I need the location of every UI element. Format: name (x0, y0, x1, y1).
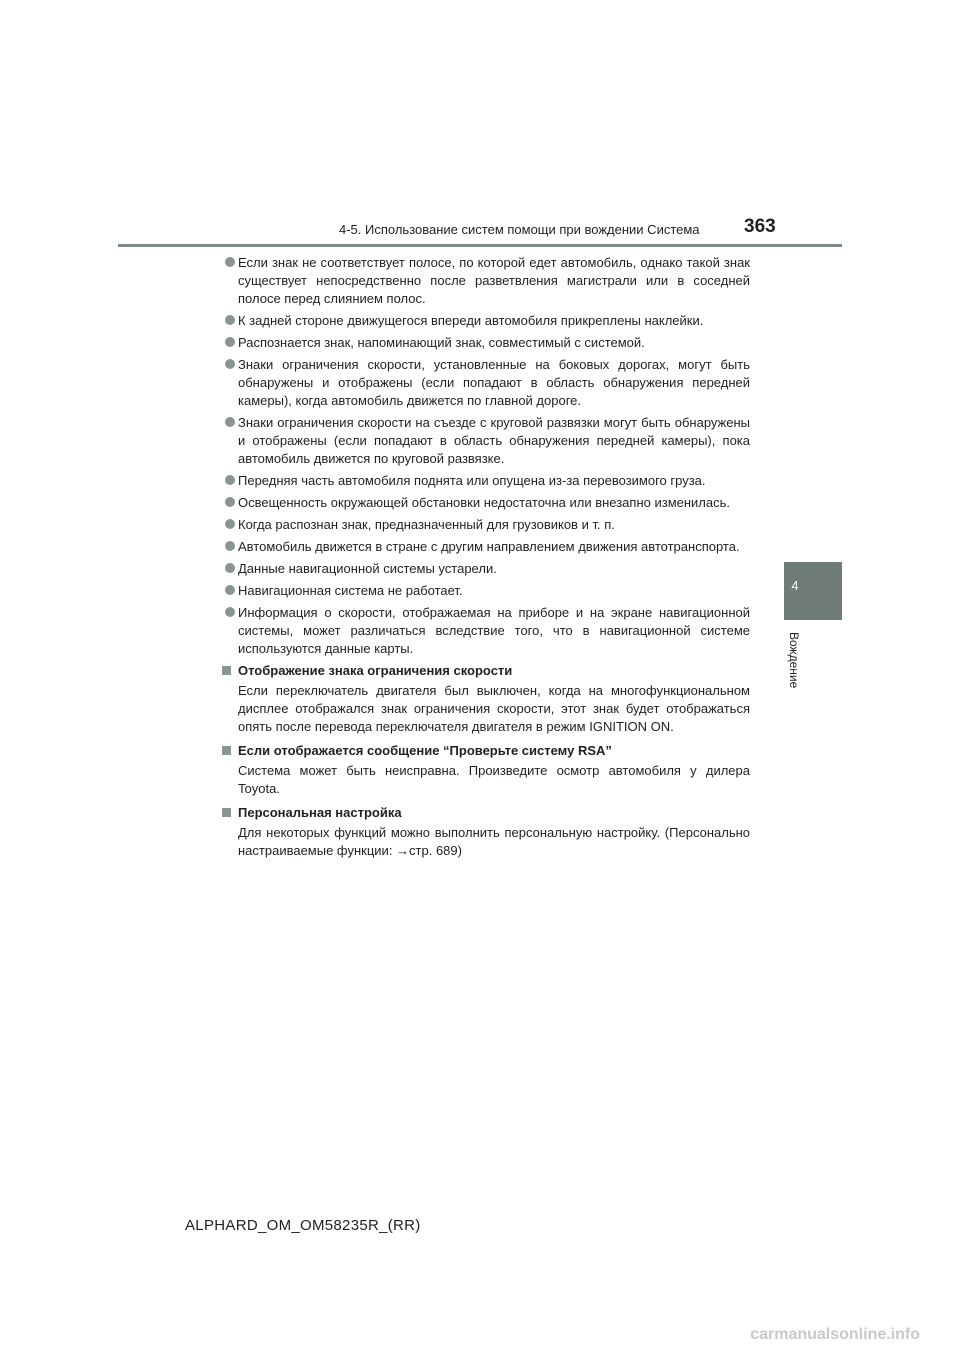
bullet-text: Когда распознан знак, предназначенный для грузовиков и т. п. (238, 517, 615, 532)
bullet-dot-icon (225, 475, 235, 485)
bullet-dot-icon (225, 519, 235, 529)
side-tab (784, 562, 842, 620)
square-bullet-icon (222, 746, 231, 755)
bullet-dot-icon (225, 541, 235, 551)
square-bullet-icon (222, 808, 231, 817)
bullet-text: Передняя часть автомобиля поднята или опущена из-за перевозимого груза. (238, 473, 706, 488)
bullet-text: Знаки ограничения скорости, установленные на боковых дорогах, могут быть обнаружены и отображены (если попадают в область обнаружения передней камеры), когда автомобиль движется по главной дороге. (238, 357, 750, 408)
watermark: carmanualsonline.info (750, 1326, 920, 1343)
footer-code: ALPHARD_OM_OM58235R_(RR) (185, 1217, 421, 1234)
bullet-dot-icon (225, 315, 235, 325)
bullet-item (222, 604, 750, 658)
bullet-item (222, 516, 750, 534)
section-personal-settings (222, 804, 750, 860)
main-content (222, 254, 750, 866)
bullet-dot-icon (225, 257, 235, 267)
bullet-text: Данные навигационной системы устарели. (238, 561, 497, 576)
bullet-text: Знаки ограничения скорости на съезде с круговой развязки могут быть обнаружены и отображены (если попадают в область обнаружения передней камеры), пока автомобиль движется по круговой развязке. (238, 415, 750, 466)
bullet-dot-icon (225, 337, 235, 347)
bullet-dot-icon (225, 607, 235, 617)
section-heading (222, 804, 750, 822)
bullet-text: Освещенность окружающей обстановки недостаточна или внезапно изменилась. (238, 495, 731, 510)
bullet-text: Навигационная система не работает. (238, 583, 463, 598)
section-heading-text: Если отображается сообщение “Проверьте систему RSA” (238, 743, 612, 758)
bullet-item (222, 414, 750, 468)
bullet-text: Если знак не соответствует полосе, по которой едет автомобиль, однако такой знак существует непосредственно после разветвления магистрали или в соседней полосе перед слиянием полос. (238, 255, 750, 306)
bullet-item (222, 356, 750, 410)
section-heading-text: Отображение знака ограничения скорости (238, 663, 513, 678)
page-number: 363 (744, 216, 776, 237)
bullet-dot-icon (225, 585, 235, 595)
bullet-item (222, 538, 750, 556)
section-body: Для некоторых функций можно выполнить персональную настройку. (Персонально настраиваемые функции: →стр. 689) (238, 825, 750, 858)
section-body: Система может быть неисправна. Произведите осмотр автомобиля у дилера Toyota. (238, 763, 750, 796)
section-speed-sign-display (222, 662, 750, 736)
section-heading (222, 742, 750, 760)
square-bullet-icon (222, 666, 231, 675)
bullet-text: Информация о скорости, отображаемая на приборе и на экране навигационной системы, может различаться вследствие того, что в навигационной системе используются данные карты. (238, 605, 750, 656)
bullet-dot-icon (225, 417, 235, 427)
bullet-text: Распознается знак, напоминающий знак, совместимый с системой. (238, 335, 645, 350)
bullet-item (222, 560, 750, 578)
bullet-text: Автомобиль движется в стране с другим направлением движения автотранспорта. (238, 539, 740, 554)
section-heading-text: Персональная настройка (238, 805, 402, 820)
bullet-item (222, 494, 750, 512)
bullet-item (222, 312, 750, 330)
bullet-item (222, 334, 750, 352)
bullet-item (222, 254, 750, 308)
section-body: Если переключатель двигателя был выключен, когда на многофункциональном дисплее отображался знак ограничения скорости, этот знак будет отображаться опять после перевода переключателя двигателя в режим IGNITION ON. (238, 683, 750, 734)
bullet-dot-icon (225, 359, 235, 369)
header-rule (118, 244, 842, 247)
side-tab-label: Вождение (787, 632, 801, 689)
header-title: 4-5. Использование систем помощи при вождении Система (339, 222, 700, 237)
side-tab-number: 4 (791, 578, 799, 593)
section-check-rsa-message (222, 742, 750, 798)
bullet-dot-icon (225, 563, 235, 573)
bullet-item (222, 582, 750, 600)
bullet-text: К задней стороне движущегося впереди автомобиля прикреплены наклейки. (238, 313, 704, 328)
bullet-item (222, 472, 750, 490)
bullet-dot-icon (225, 497, 235, 507)
section-heading (222, 662, 750, 680)
